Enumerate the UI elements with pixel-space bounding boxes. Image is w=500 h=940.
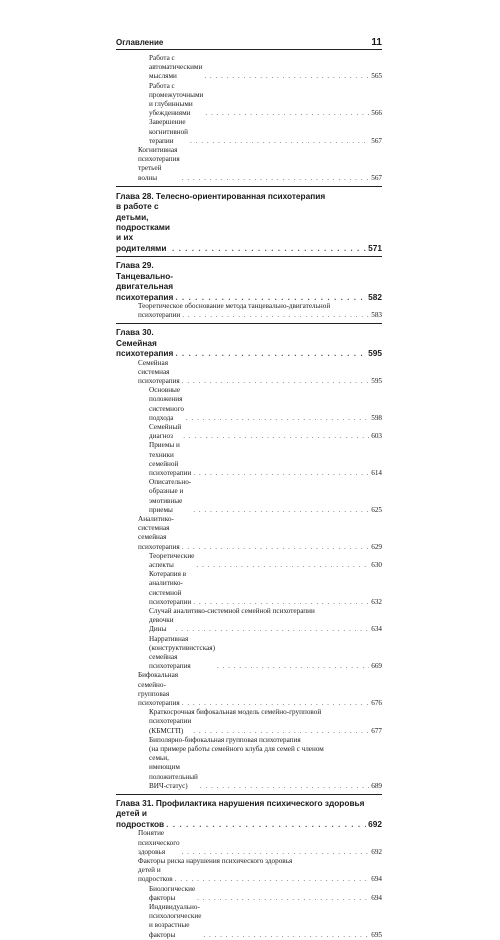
dot-leader <box>172 243 366 253</box>
dot-leader <box>193 469 369 478</box>
toc-entry[interactable] <box>116 118 382 146</box>
toc-page-number: 571 <box>368 242 382 253</box>
toc-entry[interactable] <box>116 903 382 940</box>
dot-leader <box>166 819 366 829</box>
dot-leader <box>196 561 369 570</box>
toc-entry-line: Случай аналитико-системной семейной психотерапии <box>149 607 315 616</box>
dot-leader <box>182 699 369 708</box>
toc-entry-line: (на примере работы семейного клуба для семей с членом <box>149 745 324 754</box>
toc-page-number: 595 <box>368 348 382 359</box>
toc-entry[interactable] <box>116 423 382 441</box>
toc-entry[interactable] <box>116 570 382 607</box>
toc-entry[interactable] <box>116 515 382 552</box>
dot-leader <box>182 377 370 386</box>
toc-entry[interactable] <box>116 386 382 423</box>
toc-entry-title: психотерапии <box>138 311 181 320</box>
toc-entry-title: Глава 30. Семейная психотерапия <box>116 327 174 359</box>
toc-entry-title: Понятие психического здоровья <box>138 829 180 856</box>
toc-entry-title: Работа с промежуточными и глубинными убеждениями <box>149 81 204 118</box>
dot-leader <box>183 432 369 441</box>
dot-leader <box>193 727 369 736</box>
toc-entry[interactable] <box>116 54 382 82</box>
dot-leader <box>193 598 369 607</box>
chapter-divider <box>116 256 382 257</box>
dot-leader <box>182 543 370 552</box>
toc-entry[interactable] <box>116 885 382 903</box>
chapter-divider <box>116 323 382 324</box>
dot-leader <box>182 174 370 183</box>
toc-entry-title: Когнитивная психотерапия третьей волны <box>138 146 180 182</box>
toc-entry[interactable] <box>116 857 382 885</box>
toc-page-number: 603 <box>371 432 382 441</box>
toc-page-number: 695 <box>371 930 382 939</box>
toc-entry-title: Нарративная (конструктивистская) семейная психотерапия <box>149 634 215 671</box>
dot-leader <box>175 348 366 358</box>
toc-entry-title: Основные положения системного подхода <box>149 386 184 422</box>
toc-entry[interactable] <box>116 736 382 791</box>
toc-entry[interactable] <box>116 607 382 635</box>
toc-entry-title: семьи, имеющим положительный ВИЧ-статус) <box>149 754 198 790</box>
toc-page-number: 629 <box>371 542 382 551</box>
dot-leader <box>175 292 366 302</box>
dot-leader <box>200 782 369 791</box>
toc-entry-title: в работе с детьми, подростками и их родителями <box>116 201 170 253</box>
running-header <box>116 35 382 50</box>
toc-entry-title: детей и подростков <box>116 808 165 829</box>
toc-entry-title: детей и подростков <box>138 866 173 884</box>
toc-page-number: 598 <box>371 413 382 422</box>
toc-page-number: 634 <box>371 625 382 634</box>
table-of-contents <box>116 54 382 940</box>
toc-entry-title: Семейный диагноз <box>149 422 182 441</box>
chapter-divider <box>116 186 382 187</box>
toc-entry[interactable] <box>116 671 382 708</box>
toc-entry-line: Биполярно-бифокальная групповая психотерапия <box>149 735 301 744</box>
toc-chapter[interactable] <box>116 798 382 829</box>
running-header-title: Оглавление <box>116 38 164 47</box>
toc-page-number: 677 <box>371 726 382 735</box>
toc-entry[interactable] <box>116 552 382 570</box>
toc-entry-title: Аналитико-системная семейная психотерапия <box>138 514 180 551</box>
toc-entry[interactable] <box>116 302 382 320</box>
toc-entry-title: Описательно-образные и эмотивные приемы <box>149 478 192 514</box>
toc-entry-title: Семейная системная психотерапия <box>138 358 180 385</box>
toc-page-number: 566 <box>371 109 382 118</box>
dot-leader <box>190 137 369 146</box>
toc-entry-title: психотерапии (КБМСГП) <box>149 717 192 735</box>
toc-entry-title: Индивидуально-психологические и возрастные факторы <box>149 902 202 939</box>
toc-page-number: 692 <box>368 818 382 829</box>
toc-entry-line: Факторы риска нарушения психического здоровья <box>138 856 293 865</box>
dot-leader <box>193 506 369 515</box>
toc-page-number: 614 <box>371 468 382 477</box>
toc-entry[interactable] <box>116 82 382 119</box>
toc-entry[interactable] <box>116 708 382 736</box>
toc-page-number: 694 <box>371 893 382 902</box>
toc-page-number: 692 <box>371 847 382 856</box>
toc-chapter[interactable] <box>116 327 382 358</box>
toc-page-number: 567 <box>371 173 382 182</box>
toc-entry[interactable] <box>116 146 382 183</box>
dot-leader <box>176 625 370 634</box>
toc-entry[interactable] <box>116 635 382 672</box>
toc-entry-title: Бифокальная семейно-групповая психотерапия <box>138 671 180 708</box>
toc-page-number: 583 <box>371 311 382 320</box>
dot-leader <box>182 848 370 857</box>
toc-page-number: 565 <box>371 72 382 81</box>
toc-page-number: 595 <box>371 376 382 385</box>
toc-entry-title: Глава 29. Танцевально-двигательная психотерапия <box>116 260 174 302</box>
toc-page-number: 694 <box>371 875 382 884</box>
toc-entry-title: Теоретические аспекты <box>149 551 195 569</box>
dot-leader <box>186 414 369 423</box>
toc-page-number: 567 <box>371 136 382 145</box>
toc-page-number: 676 <box>371 699 382 708</box>
dot-leader <box>205 109 369 118</box>
toc-entry-line: Теоретическое обоснование метода танцевально-двигательной <box>138 301 331 310</box>
toc-page-number: 689 <box>371 781 382 790</box>
dot-leader <box>175 875 370 884</box>
toc-page-number: 582 <box>368 291 382 302</box>
toc-entry[interactable] <box>116 441 382 478</box>
dot-leader <box>217 662 369 671</box>
dot-leader <box>197 894 369 903</box>
toc-entry-title: девочки Дины <box>149 616 174 634</box>
toc-entry[interactable] <box>116 829 382 857</box>
toc-chapter[interactable] <box>116 191 382 253</box>
toc-page-number: 625 <box>371 505 382 514</box>
toc-page-number: 669 <box>371 662 382 671</box>
toc-page-number: 632 <box>371 597 382 606</box>
toc-chapter[interactable] <box>116 260 382 302</box>
chapter-divider <box>116 794 382 795</box>
toc-entry[interactable] <box>116 478 382 515</box>
toc-entry-title: Приемы и техники семейной психотерапии <box>149 441 192 477</box>
toc-entry-title: Завершение когнитивной терапии <box>149 118 189 145</box>
dot-leader <box>203 931 369 940</box>
toc-entry-line: Краткосрочная бифокальная модель семейно-групповой <box>149 708 322 717</box>
toc-entry[interactable] <box>116 359 382 387</box>
toc-entry-line: Глава 28. Телесно-ориентированная психотерапия <box>116 190 326 201</box>
toc-entry-title: Котерапия в аналитико-системной психотерапии <box>149 570 192 606</box>
dot-leader <box>204 72 369 81</box>
toc-entry-title: Биологические факторы <box>149 884 196 902</box>
toc-entry-line: Глава 31. Профилактика нарушения психического здоровья <box>116 798 365 809</box>
toc-page-number: 630 <box>371 561 382 569</box>
dot-leader <box>182 311 369 320</box>
toc-entry-title: Работа с автоматическими мыслями <box>149 54 203 81</box>
page-number: 11 <box>371 37 382 48</box>
